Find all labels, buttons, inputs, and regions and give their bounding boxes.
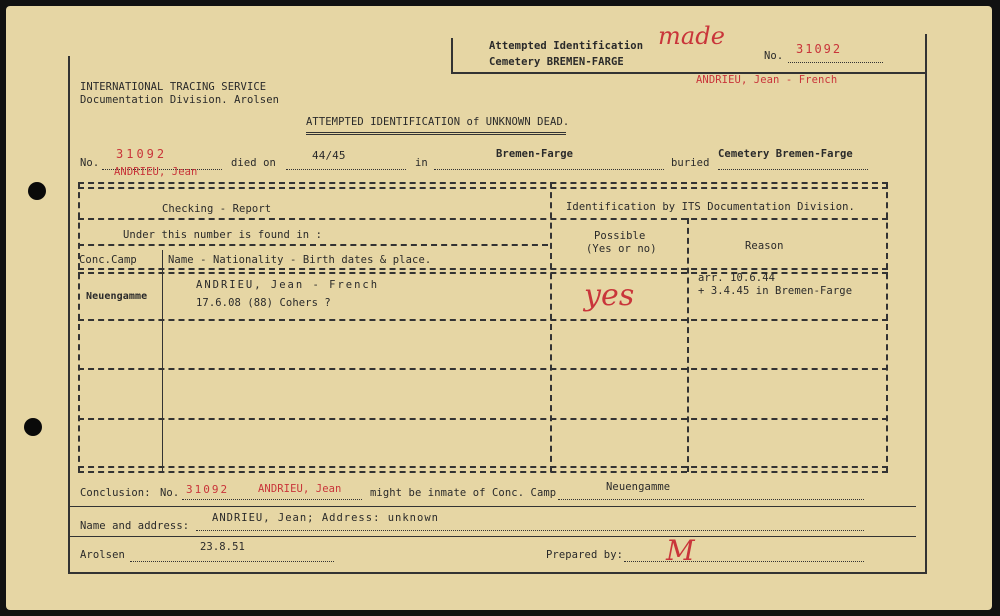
row1-reason-line1: arr. 10.6.44 bbox=[698, 272, 776, 284]
rule-after-name bbox=[68, 536, 916, 537]
title-underline bbox=[306, 132, 566, 135]
prepared-by-label: Prepared by: bbox=[546, 549, 624, 561]
conclusion-text: might be inmate of Conc. Camp bbox=[370, 487, 557, 499]
record-no-value: 31092 bbox=[116, 147, 168, 161]
number-dots bbox=[788, 62, 883, 63]
conclusion-no-value: 31092 bbox=[186, 483, 230, 496]
record-died-value: 44/45 bbox=[312, 149, 346, 162]
row1-reason-line2: + 3.4.45 in Bremen-Farge bbox=[698, 285, 853, 297]
org-line-1: INTERNATIONAL TRACING SERVICE bbox=[80, 81, 267, 93]
reason-header: Reason bbox=[745, 240, 784, 252]
record-died-label: died on bbox=[231, 157, 276, 169]
table-top-border-2 bbox=[78, 187, 888, 189]
record-place: Bremen-Farge bbox=[496, 148, 574, 160]
checking-report-header: Checking - Report bbox=[162, 203, 272, 215]
row1-name-line1: ANDRIEU, Jean - French bbox=[196, 279, 380, 291]
record-buried-value: Cemetery Bremen-Farge bbox=[718, 148, 853, 160]
conclusion-dots bbox=[182, 499, 362, 500]
table-row-line-b bbox=[78, 244, 548, 246]
conclusion-name: ANDRIEU, Jean bbox=[258, 483, 342, 495]
name-top-right: ANDRIEU, Jean - French bbox=[696, 74, 838, 86]
table-row-1-bottom bbox=[78, 319, 888, 321]
table-left-border bbox=[78, 182, 80, 472]
table-row-line-a bbox=[78, 218, 888, 220]
conclusion-camp: Neuengamme bbox=[606, 481, 671, 493]
footer-date-dots bbox=[130, 561, 334, 562]
prepared-by-signature: M bbox=[666, 534, 695, 567]
name-address-label: Name and address: bbox=[80, 520, 190, 532]
row1-camp: Neuengamme bbox=[86, 291, 148, 302]
table-mid-divider bbox=[550, 182, 552, 472]
index-card bbox=[6, 6, 992, 610]
record-in-label: in bbox=[415, 157, 428, 169]
prepared-by-dots bbox=[624, 561, 864, 562]
record-buried-dots bbox=[718, 169, 868, 170]
card-title: ATTEMPTED IDENTIFICATION of UNKNOWN DEAD. bbox=[306, 116, 570, 128]
table-right-border bbox=[886, 182, 888, 472]
record-no-label: No. bbox=[80, 157, 100, 169]
footer-place: Arolsen bbox=[80, 549, 125, 561]
right-border bbox=[925, 34, 927, 574]
possible-header: Possible bbox=[594, 230, 646, 242]
table-row-2-bottom bbox=[78, 368, 888, 370]
under-number-header: Under this number is found in : bbox=[123, 229, 323, 241]
table-bottom-border-2 bbox=[78, 471, 888, 473]
header-line-1: Attempted Identification bbox=[489, 40, 644, 52]
number-label: No. bbox=[764, 50, 784, 62]
table-top-border bbox=[78, 182, 888, 184]
name-address-value: ANDRIEU, Jean; Address: unknown bbox=[212, 512, 439, 524]
header-box-left-border bbox=[451, 38, 453, 74]
identification-header: Identification by ITS Documentation Division. bbox=[566, 201, 855, 213]
camp-column-header: Conc.Camp bbox=[79, 254, 137, 266]
left-border bbox=[68, 56, 70, 574]
table-bottom-border bbox=[78, 466, 888, 468]
punch-hole-bottom bbox=[24, 418, 42, 436]
name-address-dots bbox=[196, 530, 864, 531]
conclusion-label: Conclusion: bbox=[80, 487, 151, 499]
table-row-3-bottom bbox=[78, 418, 888, 420]
table-camp-divider bbox=[162, 250, 163, 472]
record-name-under: ANDRIEU, Jean bbox=[114, 166, 198, 178]
name-column-header: Name - Nationality - Birth dates & place. bbox=[168, 254, 432, 266]
conclusion-no-label: No. bbox=[160, 487, 180, 499]
record-in-dots bbox=[434, 169, 664, 170]
rule-after-conclusion bbox=[68, 506, 916, 507]
footer-date: 23.8.51 bbox=[200, 541, 245, 553]
header-line-2: Cemetery BREMEN-FARGE bbox=[489, 56, 624, 68]
org-line-2: Documentation Division. Arolsen bbox=[80, 94, 280, 106]
handwritten-made: made bbox=[658, 22, 726, 50]
record-buried-label: buried bbox=[671, 157, 710, 169]
row1-possible-yes: yes bbox=[584, 278, 635, 313]
conclusion-camp-dots bbox=[558, 499, 864, 500]
punch-hole-top bbox=[28, 182, 46, 200]
possible-subheader: (Yes or no) bbox=[586, 243, 657, 255]
row1-name-line2: 17.6.08 (88) Cohers ? bbox=[196, 297, 331, 309]
card-bottom-rule bbox=[68, 572, 926, 574]
header-box-bottom-border bbox=[451, 72, 925, 74]
record-died-dots bbox=[286, 169, 406, 170]
number-value: 31092 bbox=[796, 42, 843, 56]
table-reason-divider bbox=[687, 218, 689, 472]
table-header-bottom bbox=[78, 268, 888, 270]
